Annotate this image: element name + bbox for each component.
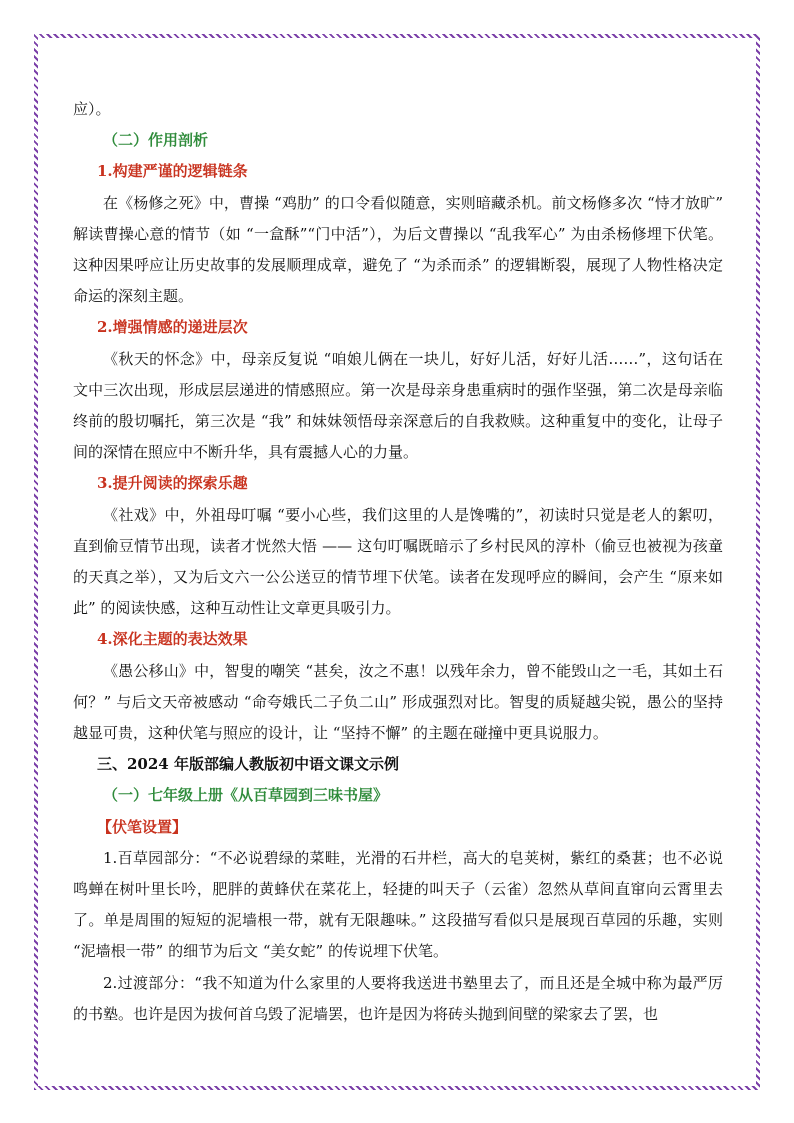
paragraph-continued: 应）。: [73, 100, 111, 118]
paragraph-transition: 2.过渡部分：“我不知道为什么家里的人要将我送进书塾里去了，而且还是全城中称为最严厉的书塾。也许是因为拔何首乌毁了泥墙罢，也许是因为将砖头抛到间壁的梁家去了罢，也: [73, 973, 723, 1023]
subheading-foreshadowing-setup: 【伏笔设置】: [97, 817, 188, 836]
section-heading-grade7-lesson: （一）七年级上册《从百草园到三味书屋》: [103, 786, 389, 805]
paragraph-yang-xiu: 在《杨修之死》中，曹操 “鸡肋” 的口令看似随意，实则暗藏杀机。前文杨修多次 “恃才放旷” 解读曹操心意的情节（如 “一盒酥”“门中活”），为后文曹操以 “乱我军心” 为由杀杨修埋下伏笔。这种因果呼应让历史故事的发展顺理成章，避免了 “为杀而杀” 的逻辑断裂，展现了人物性格决定命运的深刻主题。: [73, 193, 723, 306]
paragraph-village-opera: 《社戏》中，外祖母叮嘱 “要小心些，我们这里的人是馋嘴的”，初读时只觉是老人的絮叨，直到偷豆情节出现，读者才恍然大悟 —— 这句叮嘱既暗示了乡村民风的淳朴（偷豆也被视为孩童的天真之举），又为后文六一公公送豆的情节埋下伏笔。读者在发现呼应的瞬间，会产生 “原来如此” 的阅读快感，这种互动性让文章更具吸引力。: [73, 505, 723, 618]
paragraph-baicaoyuan: 1.百草园部分：“不必说碧绿的菜畦，光滑的石井栏，高大的皂荚树，紫红的桑葚；也不必说鸣蝉在树叶里长吟，肥胖的黄蜂伏在菜花上，轻捷的叫天子（云雀）忽然从草间直窜向云霄里去了。单是周围的短短的泥墙根一带，就有无限趣味。” 这段描写看似只是展现百草园的乐趣，实则 “泥墙根一带” 的细节为后文 “美女蛇” 的传说埋下伏笔。: [73, 848, 723, 961]
subheading-emotion-layers: 2.增强情感的递进层次: [97, 318, 248, 337]
section-heading-function-analysis: （二）作用剖析: [103, 131, 209, 150]
subheading-deepen-theme: 4.深化主题的表达效果: [97, 630, 248, 649]
paragraph-autumn-memory: 《秋天的怀念》中，母亲反复说 “咱娘儿俩在一块儿，好好儿活，好好儿活……”，这句话在文中三次出现，形成层层递进的情感照应。第一次是母亲身患重病时的强作坚强，第二次是母亲临终前的殷切嘱托，第三次是 “我” 和妹妹领悟母亲深意后的自我救赎。这种重复中的变化，让母子间的深情在照应中不断升华，具有震撼人心的力量。: [73, 349, 723, 462]
paragraph-yugong: 《愚公移山》中，智叟的嘲笑 “甚矣，汝之不惠！以残年余力，曾不能毁山之一毛，其如土石何？” 与后文天帝被感动 “命夸娥氏二子负二山” 形成强烈对比。智叟的质疑越尖锐，愚公的坚持越显可贵，这种伏笔与照应的设计，让 “坚持不懈” 的主题在碰撞中更具说服力。: [73, 661, 723, 743]
section-heading-textbook-examples: 三、2024 年版部编人教版初中语文课文示例: [97, 755, 399, 774]
subheading-reading-fun: 3.提升阅读的探索乐趣: [97, 474, 248, 493]
subheading-logic-chain: 1.构建严谨的逻辑链条: [97, 162, 248, 181]
document-body: [73, 94, 723, 1030]
